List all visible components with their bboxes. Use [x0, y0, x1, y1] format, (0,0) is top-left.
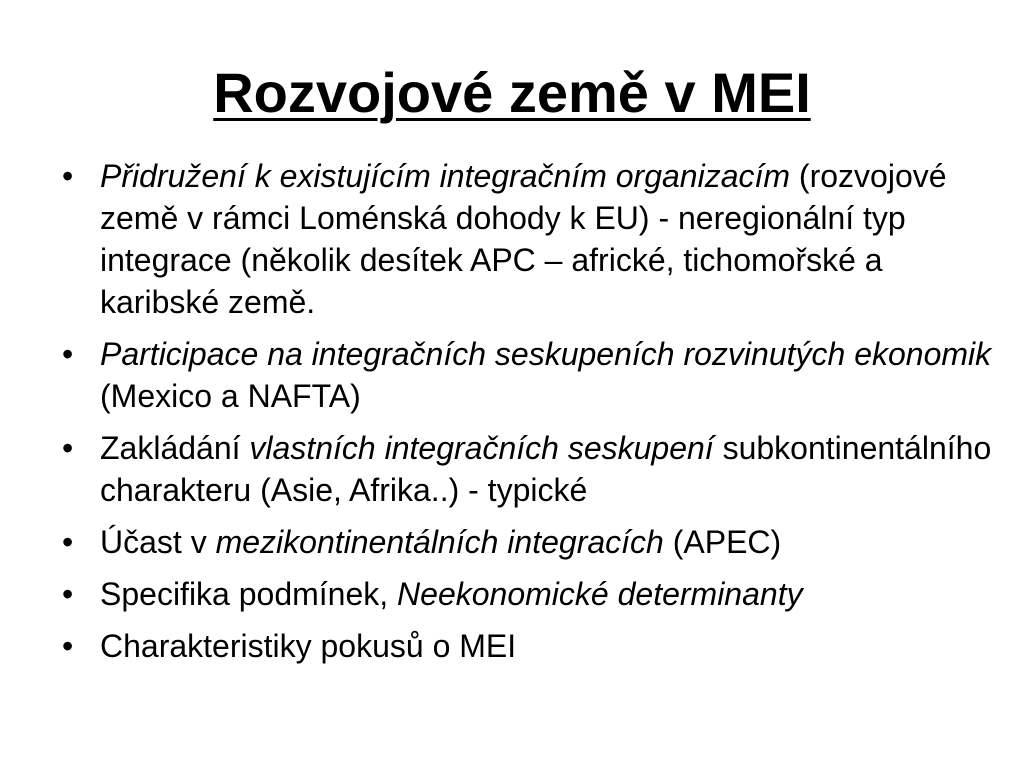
- bullet-text-italic: Přidružení k existujícím integračním organizacím: [100, 158, 791, 194]
- bullet-text: (rozvojové země v rámci Loménská dohody k EU) - neregionální typ integrace (několik desítek APC – africké, tichomořské a karibské země.: [100, 158, 947, 320]
- bullet-dot: •: [62, 336, 74, 372]
- bullet-item: [62, 333, 992, 417]
- bullet-dot: •: [62, 576, 74, 612]
- bullet-item: [62, 427, 992, 511]
- bullet-item: [62, 521, 992, 563]
- bullet-item: [62, 573, 992, 615]
- bullet-text: Zakládání: [100, 430, 250, 466]
- bullet-text: Charakteristiky pokusů o MEI: [100, 628, 517, 664]
- bullet-item: [62, 625, 992, 667]
- slide-title-text: Rozvojové země v MEI: [213, 61, 811, 124]
- bullet-dot: •: [62, 628, 74, 664]
- bullet-text-italic: vlastních integračních seskupení: [249, 430, 714, 466]
- bullet-text: subkontinentálního charakteru (Asie, Afrika..) - typické: [100, 430, 992, 508]
- bullet-text: Účast v: [100, 524, 216, 560]
- slide-title: [0, 62, 1024, 124]
- bullet-item: [62, 155, 992, 323]
- bullet-text-italic: Neekonomické determinanty: [397, 576, 803, 612]
- bullet-list: [62, 155, 992, 677]
- bullet-text-italic: mezikontinentálních integracích: [215, 524, 664, 560]
- bullet-text: Specifika podmínek,: [100, 576, 398, 612]
- bullet-text-italic: Participace na integračních seskupeních rozvinutých ekonomik: [100, 336, 992, 372]
- bullet-dot: •: [62, 158, 74, 194]
- bullet-text: (APEC): [663, 524, 782, 560]
- bullet-dot: •: [62, 524, 74, 560]
- bullet-dot: •: [62, 430, 74, 466]
- bullet-text: (Mexico a NAFTA): [100, 378, 361, 414]
